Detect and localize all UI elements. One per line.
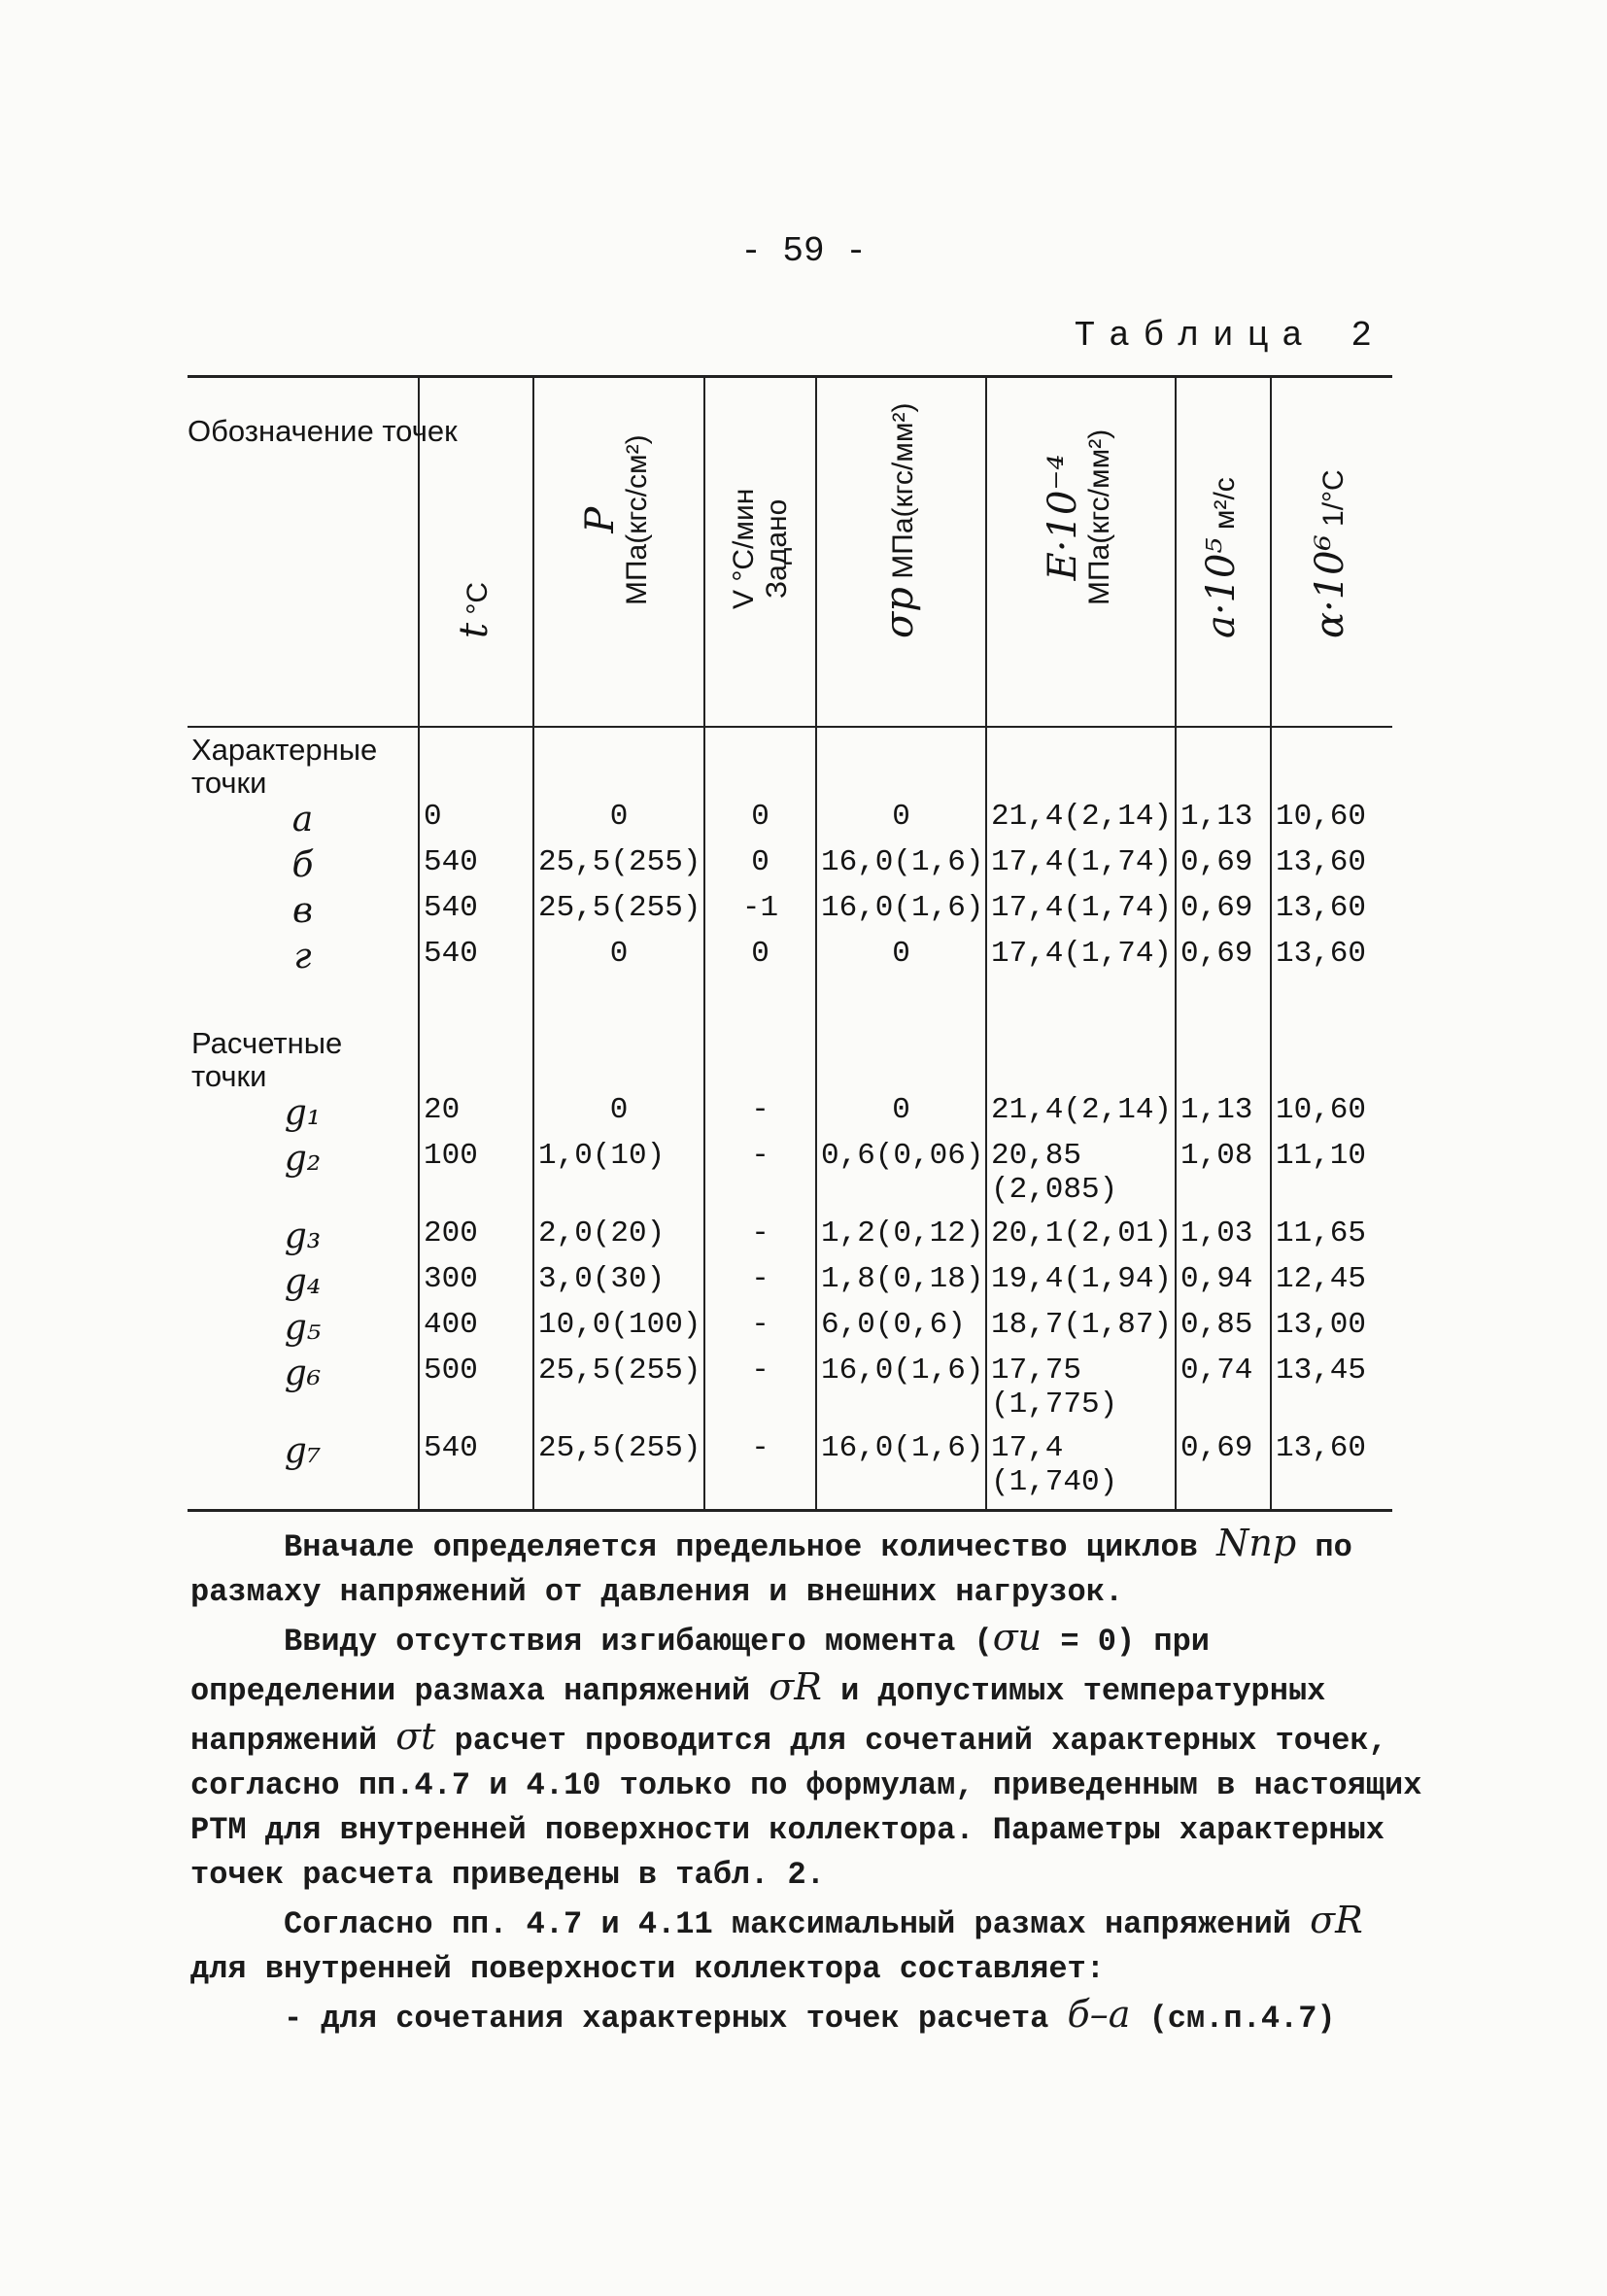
cell-p: 0: [533, 800, 704, 845]
header-e-unit: МПа(кгс/мм²): [1082, 428, 1115, 605]
header-pressure: [533, 377, 704, 728]
group-row-characteristic: [188, 727, 1392, 800]
cell-sp: 16,0(1,6): [816, 891, 986, 937]
header-p-unit: МПа(кгс/см²): [621, 434, 653, 605]
cell-v: -: [704, 1093, 816, 1139]
header-alpha-symbol: α·10⁶: [1308, 534, 1352, 638]
cell-t: 20: [419, 1093, 533, 1139]
header-p-symbol: P: [578, 506, 623, 533]
cell-a: 0,69: [1176, 845, 1271, 891]
cell-alpha: 13,60: [1271, 845, 1392, 891]
symbol-sigma-i: σи: [992, 1616, 1043, 1659]
cell-p: 25,5(255): [533, 891, 704, 937]
cell-alpha: 13,60: [1271, 937, 1392, 1021]
text-run: по размаху напряжений от давления и внешних нагрузок.: [190, 1529, 1352, 1610]
cell-alpha: 10,60: [1271, 1093, 1392, 1139]
cell-v: -: [704, 1217, 816, 1262]
header-expansion: [1271, 377, 1392, 728]
cell-e: 21,4(2,14): [986, 800, 1176, 845]
header-sp-symbol: σp: [876, 587, 922, 638]
table-row: [188, 1354, 1392, 1431]
paragraph-2: [190, 1615, 1424, 1898]
cell-alpha: 10,60: [1271, 800, 1392, 845]
cell-v: -: [704, 1431, 816, 1511]
cell-a: 1,08: [1176, 1139, 1271, 1217]
cell-t: 540: [419, 937, 533, 1021]
cell-p: 25,5(255): [533, 1431, 704, 1511]
symbol-n-pr: Nпр: [1216, 1522, 1297, 1564]
header-e-symbol: E·10⁻⁴: [1040, 454, 1085, 581]
point-label: в: [292, 891, 313, 931]
cell-v: 0: [704, 800, 816, 845]
symbol-sigma-r: σR: [1310, 1899, 1363, 1941]
cell-alpha: 13,45: [1271, 1354, 1392, 1431]
cell-sp: 0,6(0,06): [816, 1139, 986, 1217]
cell-a: 1,13: [1176, 800, 1271, 845]
text-run: Ввиду отсутствия изгибающего момента (: [284, 1624, 993, 1660]
text-run: (см.п.4.7): [1130, 2001, 1336, 2037]
cell-v: -: [704, 1262, 816, 1308]
cell-t: 400: [419, 1308, 533, 1354]
header-t-unit: °С: [462, 581, 494, 615]
cell-e: 17,75 (1,775): [986, 1354, 1176, 1431]
cell-t: 300: [419, 1262, 533, 1308]
paragraph-3: [190, 1898, 1424, 1992]
header-v-line1: V °C/мин: [727, 488, 760, 609]
cell-t: 200: [419, 1217, 533, 1262]
symbol-sigma-r: σR: [769, 1665, 822, 1708]
cell-t: 0: [419, 800, 533, 845]
header-diffusivity: [1176, 377, 1271, 728]
cell-e: 20,1(2,01): [986, 1217, 1176, 1262]
cell-alpha: 12,45: [1271, 1262, 1392, 1308]
cell-sp: 6,0(0,6): [816, 1308, 986, 1354]
cell-alpha: 13,60: [1271, 1431, 1392, 1511]
point-label: g₂: [284, 1139, 322, 1179]
table-row: [188, 1139, 1392, 1217]
cell-e: 21,4(2,14): [986, 1093, 1176, 1139]
table-row: [188, 1217, 1392, 1262]
cell-a: 0,85: [1176, 1308, 1271, 1354]
header-designation: Обозначение точек: [188, 414, 458, 448]
cell-p: 3,0(30): [533, 1262, 704, 1308]
cell-v: 0: [704, 937, 816, 1021]
cell-sp: 16,0(1,6): [816, 845, 986, 891]
symbol-sigma-t: σt: [395, 1715, 436, 1758]
header-a-symbol: a·10⁵: [1199, 537, 1244, 638]
cell-e: 20,85 (2,085): [986, 1139, 1176, 1217]
cell-alpha: 11,10: [1271, 1139, 1392, 1217]
group-label-calculated: Расчетные точки: [191, 1026, 343, 1093]
cell-v: 0: [704, 845, 816, 891]
cell-e: 17,4 (1,740): [986, 1431, 1176, 1511]
point-label: g₇: [188, 1431, 419, 1511]
point-label: а: [291, 800, 314, 840]
header-temperature: [419, 377, 533, 728]
point-label: g₄: [284, 1262, 322, 1302]
cell-p: 25,5(255): [533, 845, 704, 891]
cell-e: 17,4(1,74): [986, 937, 1176, 1021]
cell-sp: 16,0(1,6): [816, 1354, 986, 1431]
cell-sp: 0: [816, 937, 986, 1021]
point-label: g₆: [284, 1354, 322, 1393]
header-v-line2: Задано: [760, 498, 793, 599]
text-run: = 0) при определении размаха напряжений: [190, 1624, 1210, 1709]
paragraph-4: [190, 1992, 1424, 2041]
header-modulus: [986, 377, 1176, 728]
cell-e: 19,4(1,94): [986, 1262, 1176, 1308]
point-label: б: [291, 845, 314, 885]
table-header-row: [188, 377, 1392, 728]
symbol-b-a: б–а: [1067, 1993, 1131, 2036]
page-number: - 59 -: [740, 231, 867, 271]
cell-v: -: [704, 1308, 816, 1354]
header-stress: [816, 377, 986, 728]
header-alpha-unit: 1/°С: [1317, 469, 1350, 527]
cell-sp: 1,8(0,18): [816, 1262, 986, 1308]
parameters-table: [188, 375, 1392, 1512]
cell-v: -: [704, 1139, 816, 1217]
cell-a: 1,13: [1176, 1093, 1271, 1139]
body-text: [190, 1521, 1424, 2041]
table-row: [188, 1308, 1392, 1354]
cell-sp: 0: [816, 800, 986, 845]
cell-sp: 0: [816, 1093, 986, 1139]
group-row-calculated: [188, 1021, 1392, 1093]
table-row: [188, 1431, 1392, 1511]
cell-a: 0,94: [1176, 1262, 1271, 1308]
cell-t: 540: [419, 891, 533, 937]
cell-p: 1,0(10): [533, 1139, 704, 1217]
cell-sp: 16,0(1,6): [816, 1431, 986, 1511]
cell-e: 18,7(1,87): [986, 1308, 1176, 1354]
group-label-characteristic: Характерные точки: [191, 733, 378, 800]
table-caption: Таблица 2: [1074, 316, 1385, 356]
text-run: - для сочетания характерных точек расчета: [284, 2001, 1068, 2037]
cell-e: 17,4(1,74): [986, 845, 1176, 891]
text-run: расчет проводится для сочетаний характерных точек, согласно пп.4.7 и 4.10 только по формулам, приведенным в настоящих РТМ для внутренней поверхности коллектора. Параметры характерных точек расчета приведены в табл. 2.: [190, 1723, 1422, 1893]
table-row: [188, 800, 1392, 845]
cell-e: 17,4(1,74): [986, 891, 1176, 937]
table-row: [188, 1093, 1392, 1139]
text-run: для внутренней поверхности коллектора составляет:: [190, 1951, 1105, 1987]
header-a-unit: м²/с: [1209, 477, 1241, 531]
cell-sp: 1,2(0,12): [816, 1217, 986, 1262]
table-row: [188, 845, 1392, 891]
text-run: Вначале определяется предельное количество циклов: [284, 1529, 1217, 1565]
table-row: [188, 1262, 1392, 1308]
cell-t: 540: [419, 845, 533, 891]
point-label: g₅: [284, 1308, 322, 1348]
cell-alpha: 13,00: [1271, 1308, 1392, 1354]
table-row: [188, 937, 1392, 1021]
cell-v: -: [704, 1354, 816, 1431]
table-row: [188, 891, 1392, 937]
cell-p: 25,5(255): [533, 1354, 704, 1431]
cell-t: 500: [419, 1354, 533, 1431]
cell-a: 0,69: [1176, 891, 1271, 937]
header-t-symbol: t: [452, 622, 496, 638]
cell-p: 0: [533, 1093, 704, 1139]
paragraph-1: [190, 1521, 1424, 1615]
cell-a: 1,03: [1176, 1217, 1271, 1262]
point-label: g₃: [284, 1217, 322, 1256]
cell-t: 540: [419, 1431, 533, 1511]
header-sp-unit: МПа(кгс/мм²): [886, 402, 919, 579]
cell-a: 0,74: [1176, 1354, 1271, 1431]
header-rate: [704, 377, 816, 728]
cell-t: 100: [419, 1139, 533, 1217]
point-label: г: [293, 937, 312, 977]
point-label: g₁: [284, 1093, 322, 1133]
cell-alpha: 13,60: [1271, 891, 1392, 937]
cell-alpha: 11,65: [1271, 1217, 1392, 1262]
cell-p: 0: [533, 937, 704, 1021]
text-run: Согласно пп. 4.7 и 4.11 максимальный размах напряжений: [284, 1906, 1311, 1942]
cell-a: 0,69: [1176, 937, 1271, 1021]
cell-v: -1: [704, 891, 816, 937]
cell-a: 0,69: [1176, 1431, 1271, 1511]
cell-p: 2,0(20): [533, 1217, 704, 1262]
cell-p: 10,0(100): [533, 1308, 704, 1354]
text-run: и допустимых температурных напряжений: [190, 1673, 1326, 1759]
